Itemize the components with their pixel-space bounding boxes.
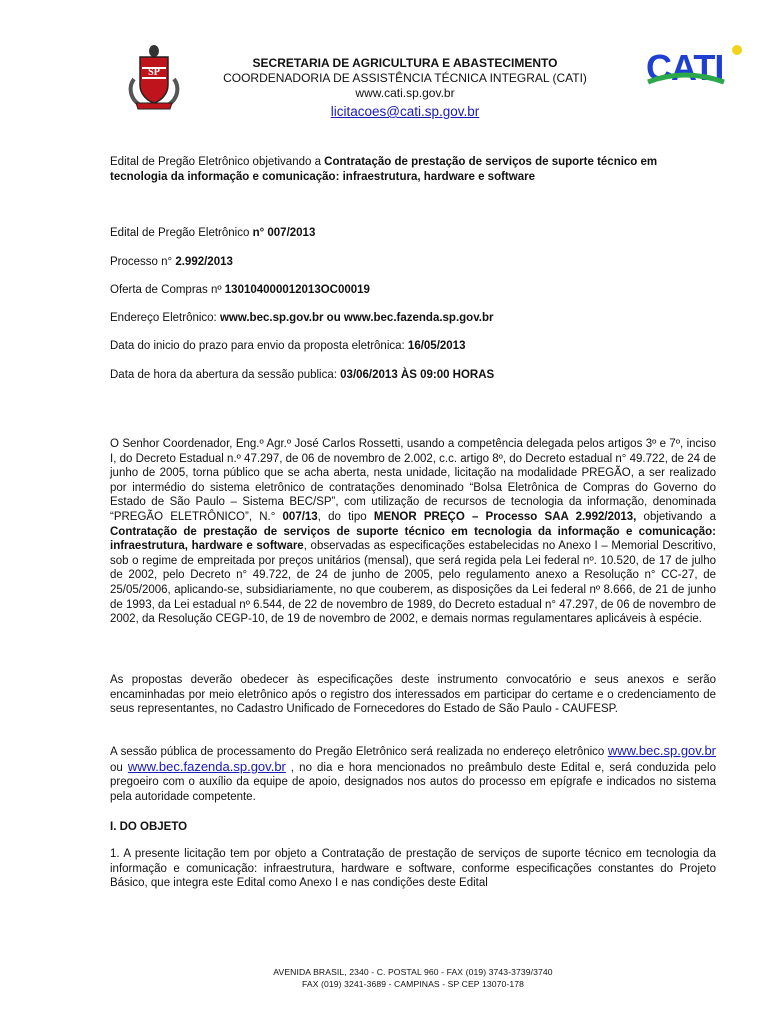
cati-logo: [644, 42, 744, 86]
field-value: 16/05/2013: [407, 340, 466, 352]
footer-contact: FAX (019) 3241-3689 - CAMPINAS - SP CEP 13070-178: [302, 979, 524, 989]
bec-link[interactable]: www.bec.sp.gov.br: [607, 743, 716, 758]
email-link[interactable]: licitacoes@cati.sp.gov.br: [330, 104, 480, 119]
field-endereco: [110, 311, 716, 326]
secretaria-title: SECRETARIA DE AGRICULTURA E ABASTECIMENTO: [252, 56, 558, 70]
field-label: Edital de Pregão Eletrônico: [110, 227, 253, 239]
field-label: Processo n°: [110, 256, 176, 268]
proposals-paragraph: As propostas deverão obedecer às especificações deste instrumento convocatório e seus anexos e serão encaminhadas por meio eletrônico após o registro dos interessados em participar do certame e o credenciamento de seus representantes, no Cadastro Unificado de Fornecedores do Estado de São Paulo - CAUFESP.: [110, 674, 716, 716]
field-value: n° 007/2013: [252, 227, 316, 239]
preamble-paragraph: O Senhor Coordenador, Eng.º Agr.º José Carlos Rossetti, usando a competência delegada pelos artigos 3º e 7º, inciso I, do Decreto Estadual n.º 47.297, de 06 de novembro de 2.002, c.c. artigo 8º, do Decreto estadual n° 49.722, de 24 de junho de 2005, torna público que se acha aberta, nesta unidade, licitação na modalidade PREGÃO, a ser realizado por intermédio do sistema eletrônico de contratações denominado “Bolsa Eletrônica de Compras do Governo do Estado de São Paulo – Sistema BEC/SP”, com utilização de recursos de tecnologia da informação, denominada “PREGÃO ELETRÔNICO”, N.° 007/13, do tipo MENOR PREÇO – Processo SAA 2.992/2013, objetivando a Contratação de prestação de serviços de suporte técnico em tecnologia da informação e comunicação: infraestrutura, hardware e software, observadas as especificações estabelecidas no Anexo I – Memorial Descritivo, sob o regime de empreitada por preços unitários (mensal), que será regida pela Lei federal nº. 10.520, de 17 de julho de 2002, pelo Decreto n° 49.722, de 24 de junho de 2005, pelo regulamento anexo a Resolução n° CC-27, de 25/05/2006, aplicando-se, subsidiariamente, no que couberem, as disposições da Lei federal nº 8.666, de 21 de junho de 1993, da Lei estadual nº 6.544, de 22 de novembro de 1989, do Decreto estadual n° 47.297, de 06 de novembro de 2002, da Resolução CEGP-10, de 19 de novembro de 2002, e demais normas regulamentares aplicáveis à espécie.: [110, 438, 716, 626]
field-label: Oferta de Compras nº: [110, 284, 225, 296]
field-label: Data de hora da abertura da sessão publica:: [110, 369, 341, 381]
footer: [110, 966, 716, 990]
field-processo: [110, 255, 716, 270]
field-value: 130104000012013OC00019: [224, 284, 370, 296]
field-oferta: [110, 283, 716, 298]
crest-text: SP: [148, 67, 160, 78]
section-title: I. DO OBJETO: [110, 821, 188, 833]
session-paragraph: A sessão pública de processamento do Pregão Eletrônico será realizada no endereço eletrônico www.bec.sp.gov.br ou www.bec.fazenda.sp.gov.br , no dia e hora mencionados no preâmbulo deste Edital e, será conduzida pelo pregoeiro com o auxílio da equipe de apoio, designados nos autos do processo em epígrafe e indicados no sistema pela autoridade competente.: [110, 743, 716, 803]
field-value: 2.992/2013: [175, 256, 233, 268]
website-text[interactable]: www.cati.sp.gov.br: [355, 86, 455, 100]
object-paragraph: 1. A presente licitação tem por objeto a Contratação de prestação de serviços de suporte técnico em tecnologia da informação e comunicação: infraestrutura, hardware e software, conforme especificações constantes do Projeto Básico, que integra este Edital como Anexo I e nas condições deste Edital: [110, 848, 716, 890]
field-label: Data do inicio do prazo para envio da proposta eletrônica:: [110, 340, 408, 352]
field-value: www.bec.sp.gov.br ou www.bec.fazenda.sp.gov.br: [219, 312, 494, 324]
field-data-abertura: [110, 368, 716, 383]
intro-prefix: Edital de Pregão Eletrônico objetivando a: [110, 156, 325, 168]
bec-fazenda-link[interactable]: www.bec.fazenda.sp.gov.br: [127, 758, 286, 774]
field-value: 03/06/2013 ÀS 09:00 HORAS: [340, 369, 495, 381]
field-data-inicio: [110, 339, 716, 354]
footer-address: AVENIDA BRASIL, 2340 - C. POSTAL 960 - FAX (019) 3743-3739/3740: [273, 967, 553, 977]
sao-paulo-crest-logo: [124, 41, 184, 111]
intro-object: Contratação de prestação de serviços de suporte técnico em tecnologia da informação e comunicação: infraestrutura, hardware e software: [110, 156, 658, 183]
field-label: Endereço Eletrônico:: [110, 312, 220, 324]
field-edital: [110, 226, 716, 241]
letterhead: [190, 56, 620, 119]
cati-logo-text: CATI: [646, 47, 724, 86]
coordenadoria-title: COORDENADORIA DE ASSISTÊNCIA TÉCNICA INTEGRAL (CATI): [223, 71, 587, 85]
intro-paragraph: [110, 155, 716, 184]
